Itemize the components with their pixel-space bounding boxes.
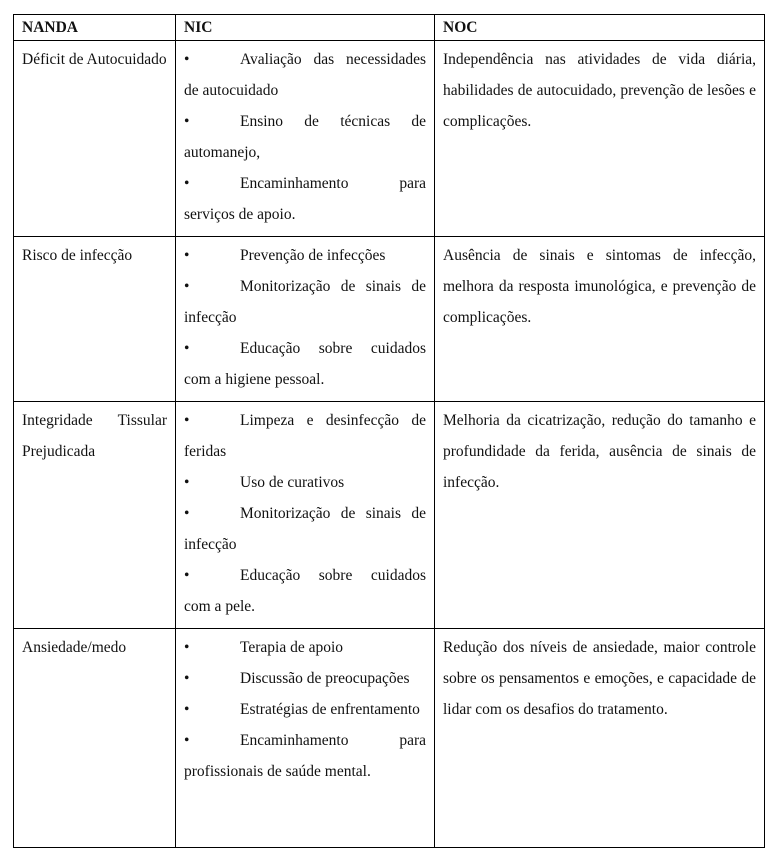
nic-list-item: • Monitorização de sinais de infecção bbox=[184, 498, 426, 560]
nanda-cell: Ansiedade/medo bbox=[14, 629, 176, 848]
nic-list-item: • Monitorização de sinais de infecção bbox=[184, 271, 426, 333]
nic-list-item: • Educação sobre cuidados com a pele. bbox=[184, 560, 426, 622]
nic-cell bbox=[176, 237, 435, 402]
nic-list-item: • Prevenção de infecções bbox=[184, 240, 426, 271]
nic-list-item: • Encaminhamento para serviços de apoio. bbox=[184, 168, 426, 230]
nic-list-item: • Ensino de técnicas de automanejo, bbox=[184, 106, 426, 168]
header-noc: NOC bbox=[435, 15, 765, 41]
nanda-nic-noc-table bbox=[13, 14, 765, 848]
nic-cell bbox=[176, 402, 435, 629]
bullet-icon: • bbox=[184, 670, 190, 687]
bullet-icon: • bbox=[184, 567, 190, 584]
table-row bbox=[14, 41, 765, 237]
nanda-cell: Risco de infecção bbox=[14, 237, 176, 402]
noc-cell: Ausência de sinais e sintomas de infecção, melhora da resposta imunológica, e prevenção de complicações. bbox=[435, 237, 765, 402]
bullet-icon: • bbox=[184, 639, 190, 656]
bullet-icon: • bbox=[184, 278, 190, 295]
bullet-icon: • bbox=[184, 412, 190, 429]
nic-list-item: • Terapia de apoio bbox=[184, 632, 426, 663]
bullet-icon: • bbox=[184, 247, 190, 264]
table-row bbox=[14, 629, 765, 848]
bullet-icon: • bbox=[184, 175, 190, 192]
noc-cell: Melhoria da cicatrização, redução do tamanho e profundidade da ferida, ausência de sinais de infecção. bbox=[435, 402, 765, 629]
nic-list-item: • Uso de curativos bbox=[184, 467, 426, 498]
nic-list-item: • Educação sobre cuidados com a higiene pessoal. bbox=[184, 333, 426, 395]
bullet-icon: • bbox=[184, 505, 190, 522]
noc-cell: Redução dos níveis de ansiedade, maior controle sobre os pensamentos e emoções, e capacidade de lidar com os desafios do tratamento. bbox=[435, 629, 765, 848]
bullet-icon: • bbox=[184, 340, 190, 357]
nic-cell bbox=[176, 41, 435, 237]
nic-list-item: • Encaminhamento para profissionais de saúde mental. bbox=[184, 725, 426, 787]
nic-cell bbox=[176, 629, 435, 848]
nic-list-item: • Estratégias de enfrentamento bbox=[184, 694, 426, 725]
table-row bbox=[14, 402, 765, 629]
table-row bbox=[14, 237, 765, 402]
bullet-icon: • bbox=[184, 701, 190, 718]
bullet-icon: • bbox=[184, 474, 190, 491]
nanda-cell: Integridade Tissular Prejudicada bbox=[14, 402, 176, 629]
nic-list-item: • Discussão de preocupações bbox=[184, 663, 426, 694]
header-nanda: NANDA bbox=[14, 15, 176, 41]
nic-list-item: • Avaliação das necessidades de autocuidado bbox=[184, 44, 426, 106]
bullet-icon: • bbox=[184, 51, 190, 68]
bullet-icon: • bbox=[184, 113, 190, 130]
header-nic: NIC bbox=[176, 15, 435, 41]
bullet-icon: • bbox=[184, 732, 190, 749]
nanda-cell: Déficit de Autocuidado bbox=[14, 41, 176, 237]
table-header-row bbox=[14, 15, 765, 41]
nic-list-item: • Limpeza e desinfecção de feridas bbox=[184, 405, 426, 467]
noc-cell: Independência nas atividades de vida diária, habilidades de autocuidado, prevenção de lesões e complicações. bbox=[435, 41, 765, 237]
